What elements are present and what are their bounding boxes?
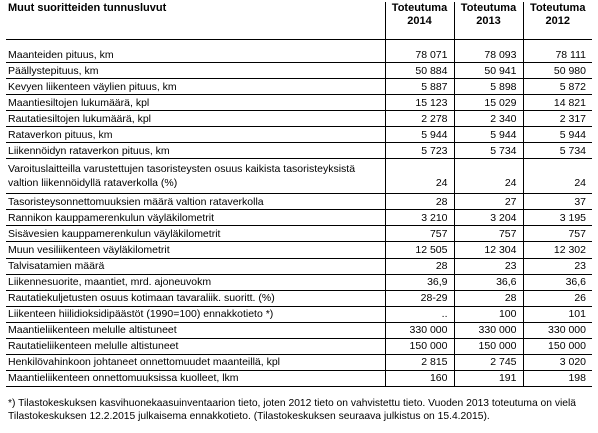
column-header-line: Toteutuma <box>530 2 586 14</box>
value-cell: 78 093 <box>454 47 523 63</box>
row-label: Rautatieliikenteen melulle altistuneet <box>6 338 385 354</box>
row-label: Kevyen liikenteen väylien pituus, km <box>6 79 385 95</box>
table-row <box>6 370 592 386</box>
value-cell: 28-29 <box>385 290 454 306</box>
value-cell: 12 304 <box>454 242 523 258</box>
value-cell: 28 <box>385 258 454 274</box>
value-cell: 100 <box>454 306 523 322</box>
value-cell: 5 944 <box>523 127 592 143</box>
value-cell: 36,6 <box>454 274 523 290</box>
table-row <box>6 306 592 322</box>
value-cell: 3 195 <box>523 210 592 226</box>
table-heading: Muut suoritteiden tunnusluvut <box>6 2 385 40</box>
table-row <box>6 226 592 242</box>
value-cell: 198 <box>523 370 592 386</box>
row-label: Päällystepituus, km <box>6 63 385 79</box>
value-cell: 24 <box>385 159 454 194</box>
value-cell: 78 071 <box>385 47 454 63</box>
value-cell: 757 <box>385 226 454 242</box>
table-row <box>6 47 592 63</box>
value-cell: .. <box>385 306 454 322</box>
column-header-line: Toteutuma <box>460 2 517 14</box>
value-cell: 27 <box>454 194 523 210</box>
row-label: Varoituslaitteilla varustettujen tasoristeysten osuus kaikista tasoristeyksistä valtion liikennöidyllä rataverkolla (%) <box>6 159 385 194</box>
table-row <box>6 354 592 370</box>
row-label: Henkilövahinkoon johtaneet onnettomuudet maanteillä, kpl <box>6 354 385 370</box>
column-header-line: Toteutuma <box>391 2 448 14</box>
column-header-year: 2012 <box>545 15 570 27</box>
document <box>6 2 592 423</box>
spacer-cell <box>6 40 385 48</box>
row-label: Liikennöidyn rataverkon pituus, km <box>6 143 385 159</box>
value-cell: 160 <box>385 370 454 386</box>
value-cell: 330 000 <box>454 322 523 338</box>
indicators-table <box>6 2 592 387</box>
value-cell: 150 000 <box>385 338 454 354</box>
value-cell: 37 <box>523 194 592 210</box>
table-row <box>6 290 592 306</box>
value-cell: 50 941 <box>454 63 523 79</box>
spacer-cell <box>523 40 592 48</box>
value-cell: 23 <box>523 258 592 274</box>
value-cell: 15 123 <box>385 95 454 111</box>
table-row <box>6 194 592 210</box>
table-row <box>6 242 592 258</box>
value-cell: 3 020 <box>523 354 592 370</box>
row-label: Liikenteen hiilidioksidipäästöt (1990=100) ennakkotieto *) <box>6 306 385 322</box>
value-cell: 5 734 <box>454 143 523 159</box>
value-cell: 5 898 <box>454 79 523 95</box>
spacer-cell <box>454 40 523 48</box>
value-cell: 5 887 <box>385 79 454 95</box>
row-label: Maantieliikenteen melulle altistuneet <box>6 322 385 338</box>
row-label: Rautatiesiltojen lukumäärä, kpl <box>6 111 385 127</box>
row-label: Sisävesien kauppamerenkulun väyläkilometrit <box>6 226 385 242</box>
spacer-row <box>6 40 592 48</box>
value-cell: 5 723 <box>385 143 454 159</box>
value-cell: 101 <box>523 306 592 322</box>
value-cell: 5 944 <box>454 127 523 143</box>
value-cell: 36,9 <box>385 274 454 290</box>
table-body <box>6 40 592 387</box>
value-cell: 150 000 <box>523 338 592 354</box>
value-cell: 2 317 <box>523 111 592 127</box>
column-header-2012 <box>523 2 592 40</box>
spacer-cell <box>385 40 454 48</box>
row-label: Maanteiden pituus, km <box>6 47 385 63</box>
table-row <box>6 127 592 143</box>
value-cell: 2 815 <box>385 354 454 370</box>
value-cell: 3 210 <box>385 210 454 226</box>
value-cell: 757 <box>454 226 523 242</box>
row-label: Muun vesiliikenteen väyläkilometrit <box>6 242 385 258</box>
table-row <box>6 210 592 226</box>
value-cell: 5 734 <box>523 143 592 159</box>
value-cell: 24 <box>454 159 523 194</box>
table-row <box>6 111 592 127</box>
table-row <box>6 63 592 79</box>
value-cell: 50 980 <box>523 63 592 79</box>
value-cell: 78 111 <box>523 47 592 63</box>
value-cell: 12 505 <box>385 242 454 258</box>
value-cell: 23 <box>454 258 523 274</box>
row-label: Rautatiekuljetusten osuus kotimaan tavaraliik. suoritt. (%) <box>6 290 385 306</box>
value-cell: 5 872 <box>523 79 592 95</box>
row-label: Liikennesuorite, maantiet, mrd. ajoneuvokm <box>6 274 385 290</box>
value-cell: 2 278 <box>385 111 454 127</box>
value-cell: 28 <box>385 194 454 210</box>
value-cell: 12 302 <box>523 242 592 258</box>
column-header-2013 <box>454 2 523 40</box>
value-cell: 191 <box>454 370 523 386</box>
table-row <box>6 95 592 111</box>
value-cell: 14 821 <box>523 95 592 111</box>
table-row <box>6 143 592 159</box>
row-label: Maantieliikenteen onnettomuuksissa kuolleet, lkm <box>6 370 385 386</box>
value-cell: 330 000 <box>523 322 592 338</box>
value-cell: 36,6 <box>523 274 592 290</box>
value-cell: 757 <box>523 226 592 242</box>
value-cell: 330 000 <box>385 322 454 338</box>
column-header-year: 2013 <box>476 15 501 27</box>
value-cell: 150 000 <box>454 338 523 354</box>
table-row <box>6 258 592 274</box>
header-row <box>6 2 592 40</box>
table-row <box>6 274 592 290</box>
value-cell: 15 029 <box>454 95 523 111</box>
row-label: Rataverkon pituus, km <box>6 127 385 143</box>
value-cell: 28 <box>454 290 523 306</box>
table-row <box>6 79 592 95</box>
table-row <box>6 322 592 338</box>
value-cell: 2 340 <box>454 111 523 127</box>
table-row <box>6 338 592 354</box>
value-cell: 5 944 <box>385 127 454 143</box>
column-header-2014 <box>385 2 454 40</box>
value-cell: 24 <box>523 159 592 194</box>
row-label: Rannikon kauppamerenkulun väyläkilometrit <box>6 210 385 226</box>
row-label: Maantiesiltojen lukumäärä, kpl <box>6 95 385 111</box>
value-cell: 2 745 <box>454 354 523 370</box>
value-cell: 3 204 <box>454 210 523 226</box>
value-cell: 26 <box>523 290 592 306</box>
row-label: Talvisatamien määrä <box>6 258 385 274</box>
table-row <box>6 159 592 194</box>
column-header-year: 2014 <box>407 15 432 27</box>
row-label: Tasoristeysonnettomuuksien määrä valtion rataverkolla <box>6 194 385 210</box>
footnote: *) Tilastokeskuksen kasvihuonekaasuinventaarion tieto, joten 2012 tieto on vahvistettu tieto. Vuoden 2013 toteutuma on vielä Tilastokeskuksen 12.2.2015 julkaisema ennakkotieto. (Tilastokeskuksen seuraava julkistus on 15.4.2015). <box>8 397 577 422</box>
value-cell: 50 884 <box>385 63 454 79</box>
